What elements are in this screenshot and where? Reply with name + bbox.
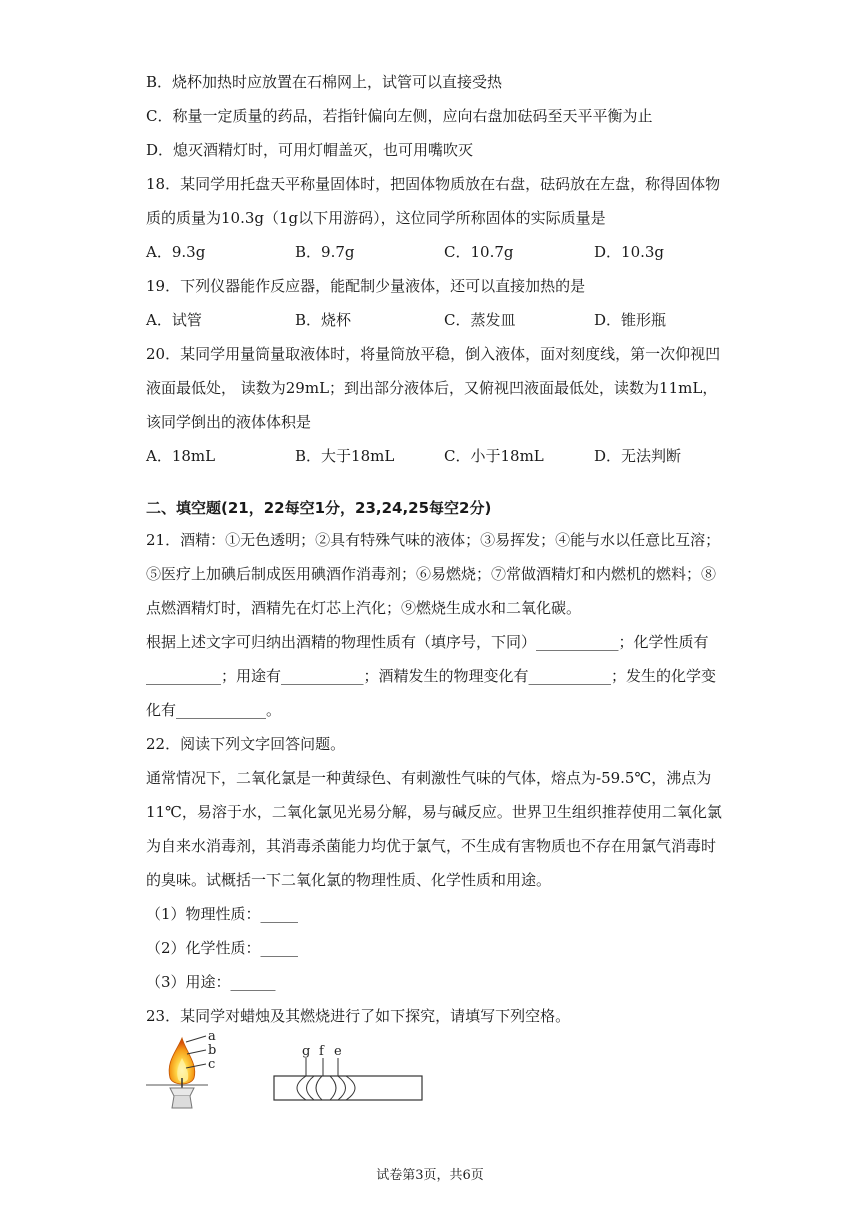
match-label-g: g	[302, 1044, 311, 1059]
q20-stem-line2: 液面最低处， 读数为29mL；到出部分液体后，又俯视凹液面最低处，读数为11mL，	[146, 379, 718, 397]
q20-stem-line3: 该同学倒出的液体体积是	[146, 413, 312, 431]
q23-line1: 23．某同学对蜡烛及其燃烧进行了如下探究，请填写下列空格。	[146, 1007, 571, 1025]
q18-stem-line2: 质的质量为10.3g（1g以下用游码），这位同学所称固体的实际质量是	[146, 209, 606, 227]
q22-line1: 22．阅读下列文字回答问题。	[146, 735, 346, 753]
q18-stem-line1: 18．某同学用托盘天平称量固体时，把固体物质放在右盘，砝码放在左盘，称得固体物	[146, 175, 721, 193]
q20-option-c: C．小于18mL	[444, 447, 544, 465]
match-flame-zones-figure	[268, 1040, 428, 1106]
q22-line5: 的臭味。试概括一下二氧化氯的物理性质、化学性质和用途。	[146, 871, 552, 889]
q22-sub2: （2）化学性质：_____	[146, 939, 299, 957]
q21-line2: ⑤医疗上加碘后制成医用碘酒作消毒剂；⑥易燃烧；⑦常做酒精灯和内燃机的燃料；⑧	[146, 565, 717, 583]
q18-option-d: D．10.3g	[594, 243, 665, 261]
candle-flame-figure	[146, 1030, 236, 1120]
q22-sub1: （1）物理性质：_____	[146, 905, 299, 923]
q21-line3: 点燃酒精灯时，酒精先在灯芯上汽化；⑨燃烧生成水和二氧化碳。	[146, 599, 582, 617]
q18-option-c: C．10.7g	[444, 243, 514, 261]
page-footer: 试卷第3页，共6页	[376, 1168, 484, 1183]
q18-option-a: A．9.3g	[146, 243, 206, 261]
q20-option-b: B．大于18mL	[295, 447, 395, 465]
q17-option-b: B．烧杯加热时应放置在石棉网上，试管可以直接受热	[146, 73, 503, 91]
q22-sub3: （3）用途：______	[146, 973, 276, 991]
q17-option-d: D．熄灭酒精灯时，可用灯帽盖灭，也可用嘴吹灭	[146, 141, 474, 159]
q19-option-b: B．烧杯	[295, 311, 352, 329]
q20-option-a: A．18mL	[146, 447, 216, 465]
q18-option-b: B．9.7g	[295, 243, 355, 261]
q19-option-d: D．锥形瓶	[594, 311, 667, 329]
q21-line6: 化有____________。	[146, 701, 282, 719]
q19-stem: 19．下列仪器能作反应器，能配制少量液体，还可以直接加热的是	[146, 277, 586, 295]
q20-option-d: D．无法判断	[594, 447, 682, 465]
q22-line4: 为自来水消毒剂，其消毒杀菌能力均优于氯气，不生成有害物质也不存在用氯气消毒时	[146, 837, 717, 855]
q17-option-c: C．称量一定质量的药品，若指针偏向左侧，应向右盘加砝码至天平平衡为止	[146, 107, 653, 125]
flame-label-b: b	[208, 1043, 217, 1058]
match-label-e: e	[334, 1044, 342, 1059]
q21-line4: 根据上述文字可归纳出酒精的物理性质有（填序号，下同）___________；化学性质有	[146, 633, 709, 651]
q21-line1: 21．酒精：①无色透明；②具有特殊气味的液体；③易挥发；④能与水以任意比互溶；	[146, 531, 721, 549]
q19-option-a: A．试管	[146, 311, 202, 329]
q20-stem-line1: 20．某同学用量筒量取液体时，将量筒放平稳，倒入液体，面对刻度线，第一次仰视凹	[146, 345, 721, 363]
flame-label-a: a	[208, 1030, 216, 1044]
match-label-f: f	[319, 1044, 324, 1059]
q22-line3: 11℃，易溶于水，二氧化氯见光易分解，易与碱反应。世界卫生组织推荐使用二氧化氯	[146, 803, 722, 821]
section-title: 二、填空题(21，22每空1分，23,24,25每空2分)	[146, 499, 492, 517]
q21-line5: __________；用途有___________；酒精发生的物理变化有___________；发生的化学变	[146, 667, 717, 685]
q22-line2: 通常情况下，二氧化氯是一种黄绿色、有刺激性气味的气体，熔点为-59.5℃，沸点为	[146, 769, 712, 787]
q19-option-c: C．蒸发皿	[444, 311, 516, 329]
flame-label-c: c	[208, 1057, 216, 1072]
